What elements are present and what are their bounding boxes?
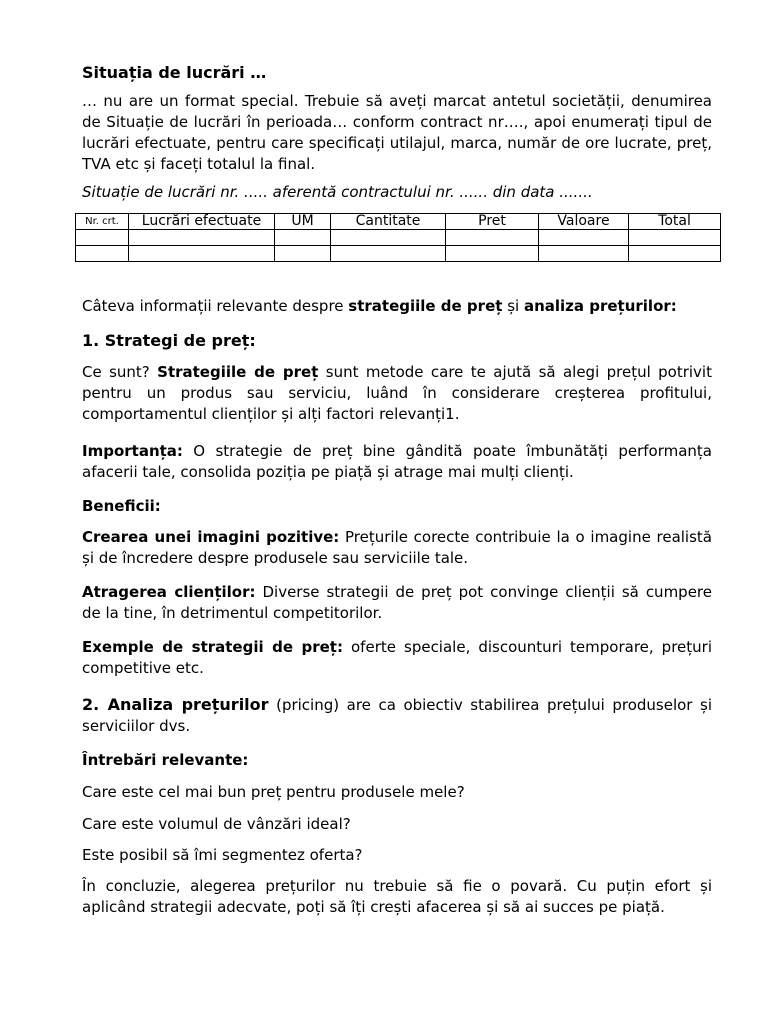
table-cell — [76, 230, 129, 246]
s1-p1-rest: sunt metode care te ajută să alegi prețul potrivit pentru un produs sau serviciu, luând în considerare creșterea profitului, comportamentul clienților și alți factori relevanți1. — [82, 363, 712, 423]
section-1-heading: 1. Strategi de preț: — [82, 331, 256, 350]
table-row — [76, 230, 721, 246]
table-cell — [446, 246, 539, 262]
s1-p1-bold: Strategiile de preț — [157, 363, 319, 381]
s1-p2-rest: O strategie de preț bine gândită poate îmbunătăți performanța afacerii tale, consolida poziția pe piață și atrage mai mulți clienți. — [82, 442, 712, 481]
questions-title — [82, 750, 712, 771]
s1-paragraph-1 — [82, 362, 712, 425]
table-cell — [331, 230, 446, 246]
s1-p2-bold: Importanța: — [82, 442, 183, 460]
question-2: Care este volumul de vânzări ideal? — [82, 815, 351, 833]
info-text-mid: și — [502, 297, 524, 315]
table-cell — [275, 230, 331, 246]
intro-paragraph: … nu are un format special. Trebuie să aveți marcat antetul societății, denumirea de Situație de lucrări în perioada… conform contract nr…., apoi enumerați tipul de lucrări efectuate, pentru care specificați utilajul, marca, număr de ore lucrate, preț, TVA etc și faceți totalul la final. — [82, 92, 712, 173]
table-header-row — [76, 214, 721, 230]
col-um: UM — [275, 214, 331, 230]
conclusion-paragraph: În concluzie, alegerea prețurilor nu trebuie să fie o povară. Cu puțin efort și aplicând strategii adecvate, poți să îți crești afacerea și să ai succes pe piață. — [82, 877, 712, 916]
table-cell — [539, 230, 629, 246]
table-row — [76, 246, 721, 262]
s1-p4-bold: Atragerea clienților: — [82, 583, 256, 601]
italic-line: Situație de lucrări nr. ..... aferentă contractului nr. ...... din data ....... — [82, 183, 593, 201]
table-cell — [76, 246, 129, 262]
col-valoare: Valoare — [539, 214, 629, 230]
col-pret: Pret — [446, 214, 539, 230]
s1-p1-pre: Ce sunt? — [82, 363, 158, 381]
s1-p4-rest: Diverse strategii de preț pot convinge clienții să cumpere de la tine, în detrimentul competitorilor. — [82, 583, 712, 622]
table-cell — [446, 230, 539, 246]
table-cell — [129, 230, 275, 246]
info-bold-2: analiza prețurilor: — [523, 297, 677, 315]
table-cell — [331, 246, 446, 262]
s1-paragraph-3 — [82, 527, 712, 569]
work-situation-table — [75, 213, 721, 262]
question-1: Care este cel mai bun preț pentru produsele mele? — [82, 783, 465, 801]
s1-p5-bold: Exemple de strategii de preț: — [82, 638, 343, 656]
table-cell — [129, 246, 275, 262]
question-3: Este posibil să îmi segmentez oferta? — [82, 846, 363, 864]
table-cell — [629, 230, 721, 246]
s1-paragraph-4 — [82, 582, 712, 624]
s1-p3-bold: Crearea unei imagini pozitive: — [82, 528, 340, 546]
col-cantitate: Cantitate — [331, 214, 446, 230]
s1-p3-rest: Prețurile corecte contribuie la o imagine realistă și de încredere despre produsele sau serviciile tale. — [82, 528, 712, 567]
info-bold-1: strategiile de preț — [348, 297, 503, 315]
info-text: Câteva informații relevante despre — [82, 297, 349, 315]
s2-heading-bold: 2. Analiza prețurilor — [82, 695, 269, 714]
benefits-title — [82, 496, 712, 517]
table-cell — [275, 246, 331, 262]
s2-heading-rest: (pricing) are ca obiectiv stabilirea prețului produselor și serviciilor dvs. — [82, 696, 712, 735]
table-cell — [629, 246, 721, 262]
col-nr-crt: Nr. crt. — [76, 214, 129, 230]
document-title: Situația de lucrări … — [82, 63, 267, 82]
s1-paragraph-5 — [82, 637, 712, 679]
s1-paragraph-2 — [82, 441, 712, 483]
col-total: Total — [629, 214, 721, 230]
questions-label: Întrebări relevante: — [82, 751, 249, 769]
section-2-heading — [82, 694, 712, 737]
col-lucrari: Lucrări efectuate — [129, 214, 275, 230]
table-cell — [539, 246, 629, 262]
s1-p5-rest: oferte speciale, discounturi temporare, prețuri competitive etc. — [82, 638, 712, 677]
info-paragraph — [82, 296, 712, 317]
benefits-label: Beneficii: — [82, 497, 161, 515]
